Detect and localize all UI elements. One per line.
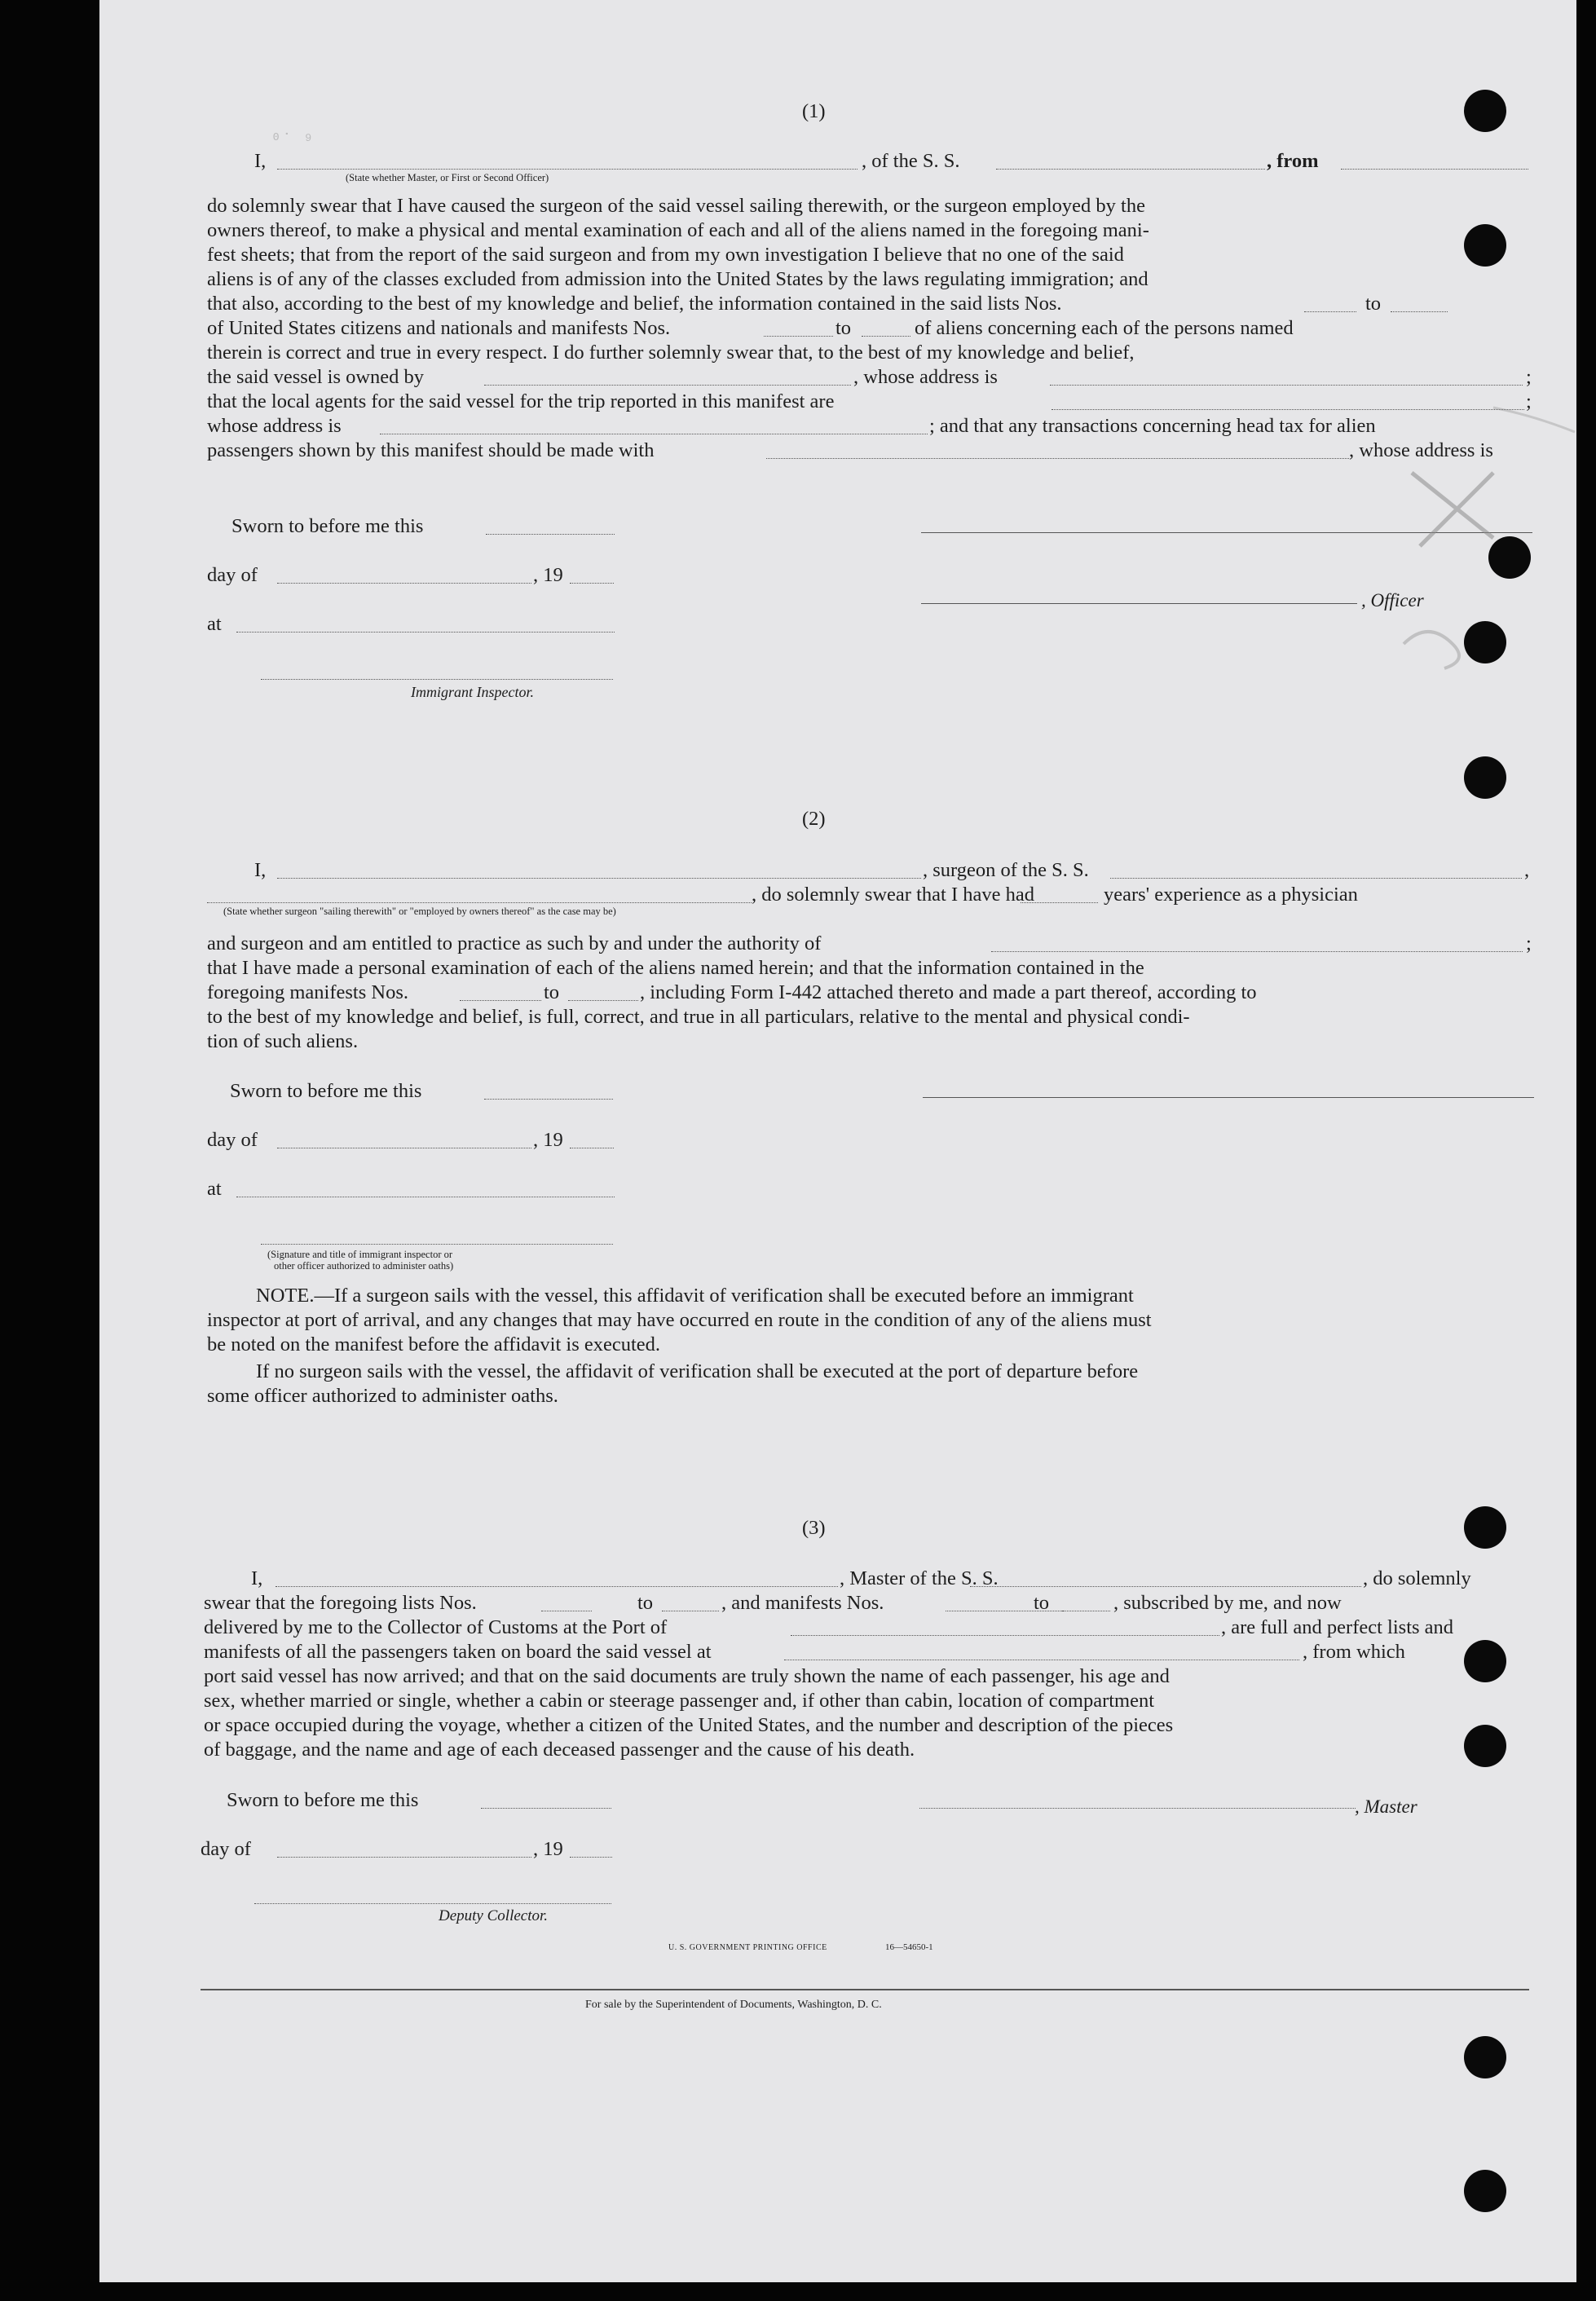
s1-para-6: of United States citizens and nationals and manifests Nos. — [207, 317, 671, 339]
s2-comma: , — [1524, 859, 1530, 881]
s2-years-line — [1021, 902, 1098, 903]
s3-do-solemnly: , do solemnly — [1363, 1567, 1471, 1589]
s1-day-of: day of — [207, 564, 258, 586]
s2-day-of: day of — [207, 1129, 258, 1151]
note-line-2: inspector at port of arrival, and any changes that may have occurred en route in the condition of any of the aliens must — [207, 1309, 1152, 1331]
s1-whose-address-is: , whose address is — [1349, 439, 1493, 461]
s1-from: , from — [1267, 150, 1319, 172]
punch-hole — [1464, 2036, 1506, 2078]
s2-sig-1: (Signature and title of immigrant inspector or — [267, 1249, 453, 1260]
s1-from-line — [1341, 169, 1528, 170]
s2-sworn-line — [484, 1099, 613, 1100]
s2-manifests-to-line — [568, 1000, 638, 1001]
s1-para-2: owners thereof, to make a physical and mental examination of each and all of the aliens named in the foregoing mani- — [207, 219, 1149, 241]
s2-semicolon: ; — [1526, 932, 1532, 954]
s1-para-3: fest sheets; that from the report of the said surgeon and from my own investigation I believe that no one of the said — [207, 244, 1124, 266]
s1-inspector: Immigrant Inspector. — [411, 684, 534, 700]
s1-year-line — [570, 583, 614, 584]
punch-hole — [1464, 756, 1506, 799]
punch-hole — [1464, 224, 1506, 267]
s1-para-11: passengers shown by this manifest should be made with — [207, 439, 655, 461]
s1-officer: , Officer — [1361, 590, 1424, 611]
s3-to-1: to — [637, 1592, 654, 1614]
s3-manifests-all: manifests of all the passengers taken on board the said vessel at — [204, 1641, 712, 1663]
s3-to-2: to — [1034, 1592, 1050, 1614]
section-1-number: (1) — [802, 100, 826, 122]
s2-including: , including Form I-442 attached thereto and made a part thereof, according to — [640, 981, 1257, 1003]
s3-from-which: , from which — [1303, 1641, 1405, 1663]
s2-nineteen: , 19 — [533, 1129, 563, 1151]
s1-at: at — [207, 613, 222, 635]
s1-nineteen: , 19 — [533, 564, 563, 586]
s3-year-line — [570, 1857, 612, 1858]
bleed-through: ⁰˙ ⁹ — [271, 131, 314, 152]
s3-and-manifests: , and manifests Nos. — [721, 1592, 884, 1614]
s1-sworn-line — [486, 534, 615, 535]
s1-head-tax: ; and that any transactions concerning head tax for alien — [929, 415, 1376, 437]
s1-owner-address-label: , whose address is — [853, 366, 998, 388]
s2-surgeon-of: , surgeon of the S. S. — [923, 859, 1089, 881]
s2-authority-line — [991, 951, 1523, 952]
punch-hole — [1488, 536, 1531, 579]
s3-subscribed: , subscribed by me, and now — [1113, 1592, 1342, 1614]
footer-form-number: 16—54650-1 — [885, 1942, 933, 1952]
s1-to-1: to — [1365, 293, 1382, 315]
s1-para-5: that also, according to the best of my knowledge and belief, the information contained in the said lists Nos. — [207, 293, 1062, 315]
s3-master-signature-line — [919, 1808, 1356, 1809]
note-line-5: some officer authorized to administer oaths. — [207, 1385, 558, 1407]
form-page — [99, 0, 1576, 2282]
s1-semicolon-2: ; — [1526, 390, 1532, 412]
s2-to: to — [544, 981, 560, 1003]
s1-day-line — [277, 583, 531, 584]
s1-manifests-from-line — [764, 336, 833, 337]
punch-hole — [1464, 1506, 1506, 1549]
s1-para-1: do solemnly swear that I have caused the surgeon of the said vessel sailing therewith, or the surgeon employed by the — [207, 195, 1145, 217]
s1-para-4: aliens is of any of the classes excluded from admission into the United States by the laws regulating immigration; and — [207, 268, 1149, 290]
punch-hole — [1464, 1640, 1506, 1682]
s2-i: I, — [254, 859, 267, 881]
s1-at-line — [236, 632, 615, 633]
s2-surgeon-signature-line — [923, 1097, 1534, 1098]
s1-to-2: to — [835, 317, 852, 339]
s2-officer-line — [261, 1244, 613, 1245]
s1-owner-line — [484, 385, 851, 386]
s1-i: I, — [254, 150, 267, 172]
note-line-1: NOTE.—If a surgeon sails with the vessel, this affidavit of verification shall be executed before an immigrant — [256, 1285, 1134, 1307]
s2-para-3: foregoing manifests Nos. — [207, 981, 408, 1003]
s1-ship-line — [996, 169, 1265, 170]
s1-para-8: the said vessel is owned by — [207, 366, 425, 388]
s3-master: , Master — [1355, 1796, 1417, 1817]
s2-para-5: tion of such aliens. — [207, 1030, 359, 1052]
s2-years: years' experience as a physician — [1104, 884, 1358, 906]
s1-semicolon-1: ; — [1526, 366, 1532, 388]
footer-rule — [201, 1989, 1529, 1990]
s2-hint: (State whether surgeon "sailing therewith" or "employed by owners thereof" as the case may be) — [223, 906, 616, 917]
s2-solemnly: , do solemnly swear that I have had — [752, 884, 1034, 906]
s2-para-1: and surgeon and am entitled to practice as such by and under the authority of — [207, 932, 822, 954]
s3-port-line — [791, 1635, 1219, 1636]
s1-manifests-to-line — [862, 336, 910, 337]
s2-sig-2: other officer authorized to administer oaths) — [274, 1260, 454, 1272]
footer-gpo: U. S. GOVERNMENT PRINTING OFFICE — [668, 1943, 827, 1952]
s3-day-line — [277, 1857, 531, 1858]
s1-name-line — [277, 169, 858, 170]
s2-capacity-line — [207, 902, 752, 903]
s3-nineteen: , 19 — [533, 1838, 563, 1860]
s1-lists-to-line — [1391, 311, 1448, 312]
s3-para-3: or space occupied during the voyage, whether a citizen of the United States, and the number and description of the pieces — [204, 1714, 1174, 1736]
punch-hole — [1464, 1725, 1506, 1767]
footer-sale: For sale by the Superintendent of Documents, Washington, D. C. — [585, 1999, 882, 2011]
s2-manifests-from-line — [460, 1000, 541, 1001]
s3-sworn: Sworn to before me this — [227, 1789, 419, 1811]
s1-para-7: therein is correct and true in every respect. I do further solemnly swear that, to the best of my knowledge and belief, — [207, 342, 1135, 364]
s3-para-2: sex, whether married or single, whether a cabin or steerage passenger and, if other than cabin, location of compartment — [204, 1690, 1155, 1712]
s3-master-of: , Master of the S. S. — [840, 1567, 999, 1589]
s2-at: at — [207, 1178, 222, 1200]
s3-delivered: delivered by me to the Collector of Customs at the Port of — [204, 1616, 668, 1638]
s2-name-line — [277, 878, 921, 879]
s1-of-ss: , of the S. S. — [862, 150, 960, 172]
s1-lists-from-line — [1304, 311, 1356, 312]
note-line-4: If no surgeon sails with the vessel, the affidavit of verification shall be executed at the port of departure before — [256, 1360, 1139, 1382]
s1-officer-title-line — [921, 603, 1357, 604]
s3-name-line — [276, 1586, 838, 1587]
s1-head-tax-line — [766, 458, 1349, 459]
s1-para-9: that the local agents for the said vessel for the trip reported in this manifest are — [207, 390, 835, 412]
s3-para-4: of baggage, and the name and age of each deceased passenger and the cause of his death. — [204, 1739, 915, 1761]
s3-swear: swear that the foregoing lists Nos. — [204, 1592, 477, 1614]
punch-hole — [1464, 621, 1506, 663]
section-3-number: (3) — [802, 1517, 826, 1539]
punch-hole — [1464, 90, 1506, 132]
s1-aliens-concerning: of aliens concerning each of the persons named — [915, 317, 1294, 339]
s2-ship-line — [1110, 878, 1522, 879]
s2-para-2: that I have made a personal examination of each of the aliens named herein; and that the information contained in the — [207, 957, 1144, 979]
s3-i: I, — [251, 1567, 263, 1589]
s3-day-of: day of — [201, 1838, 251, 1860]
s2-para-4: to the best of my knowledge and belief, is full, correct, and true in all particulars, relative to the mental and physical condi- — [207, 1006, 1190, 1028]
s3-para-1: port said vessel has now arrived; and that on the said documents are truly shown the name of each passenger, his age and — [204, 1665, 1170, 1687]
s1-hint: (State whether Master, or First or Second Officer) — [346, 172, 549, 183]
s3-ship-line — [970, 1586, 1361, 1587]
s3-full: , are full and perfect lists and — [1221, 1616, 1454, 1638]
s3-collector-line — [254, 1903, 611, 1904]
s3-deputy: Deputy Collector. — [439, 1907, 549, 1924]
s3-sworn-line — [481, 1808, 611, 1809]
s1-para-10: whose address is — [207, 415, 342, 437]
s1-sworn: Sworn to before me this — [231, 515, 424, 537]
s1-inspector-line — [261, 679, 613, 680]
note-line-3: be noted on the manifest before the affidavit is executed. — [207, 1333, 661, 1355]
punch-hole — [1464, 2170, 1506, 2212]
section-2-number: (2) — [802, 808, 826, 830]
s2-sworn: Sworn to before me this — [230, 1080, 422, 1102]
